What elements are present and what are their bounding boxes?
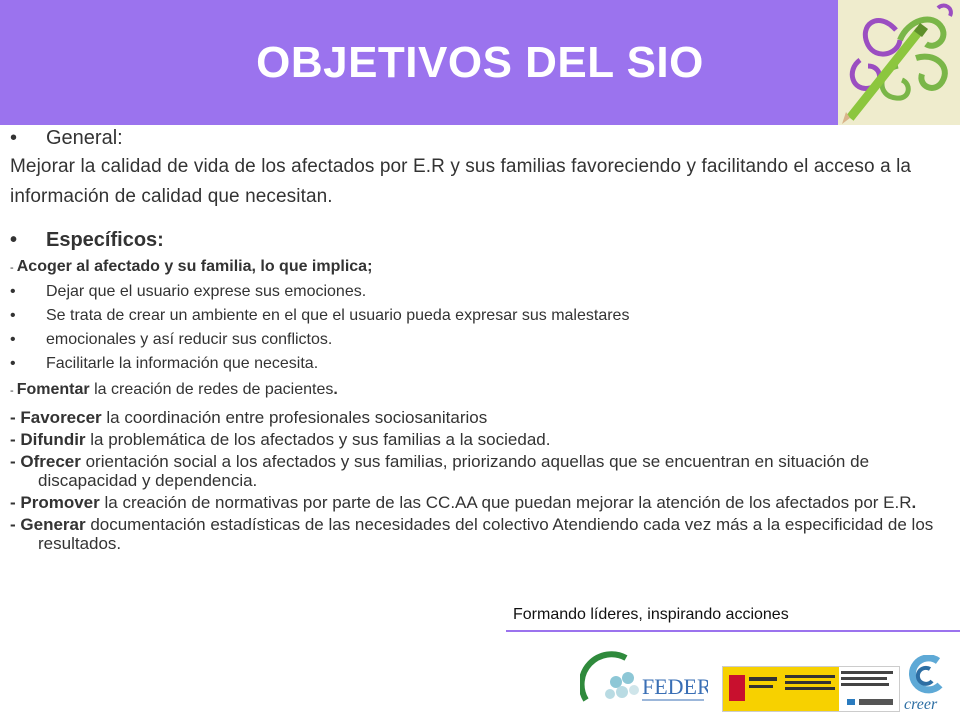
objective-item: [10, 430, 950, 449]
svg-text:FEDER: FEDER: [642, 674, 708, 699]
objective-text: la problemática de los afectados y sus familias a la sociedad.: [85, 430, 551, 449]
feder-logo: [580, 648, 708, 712]
dash: -: [10, 430, 21, 449]
objective-text: orientación social a los afectados y sus familias: [80, 452, 443, 471]
dash: -: [10, 385, 17, 397]
general-label: General: [46, 127, 118, 149]
dash: -: [10, 408, 21, 427]
dash: -: [10, 262, 17, 274]
objective-item: [10, 515, 950, 553]
objective-item: [10, 378, 950, 403]
gobierno-logo: [722, 666, 900, 712]
bullet-list: [10, 280, 950, 376]
dash: -: [10, 515, 21, 534]
objective-verb: Promover: [20, 493, 100, 512]
svg-text:creer: creer: [904, 696, 938, 713]
specific-objectives-list: [10, 378, 950, 553]
objective-text-end: .: [333, 381, 338, 398]
slogan-divider: [506, 630, 960, 632]
objective-verb: Ofrecer: [20, 452, 81, 471]
bullet-item: [10, 352, 950, 376]
creer-logo-graphic: [900, 655, 956, 715]
objective-verb: Difundir: [20, 430, 86, 449]
feder-logo-graphic: [580, 648, 708, 712]
slide-body: [10, 126, 950, 555]
dash: -: [10, 452, 21, 471]
dash: -: [10, 493, 21, 512]
general-colon: :: [117, 127, 123, 149]
bullet: •: [10, 307, 16, 324]
objective-item: [10, 493, 950, 512]
objective-text-end: .: [911, 493, 917, 512]
bullet-item-text: emocionales y así reducir sus conflictos.: [46, 331, 333, 348]
bullet: •: [10, 229, 18, 251]
bullet: •: [10, 331, 16, 348]
page-title: OBJETIVOS DEL SIO: [256, 38, 704, 87]
bullet-item: [10, 280, 950, 304]
general-objective-text: Mejorar la calidad de vida de los afectados por E.R y sus familias favoreciendo y facilitando el acceso a la información de calidad que necesitan.: [10, 156, 912, 207]
objective-item: [10, 408, 950, 427]
objective-verb: Generar: [20, 515, 86, 534]
bullet-item-text: Dejar que el usuario exprese sus emociones.: [46, 283, 367, 300]
gobierno-logo-graphic: [723, 667, 899, 711]
slogan: Formando líderes, inspirando acciones: [513, 606, 789, 623]
bullet: •: [10, 355, 16, 372]
objective-text-end: , priorizando aquellas que se encuentran en situación de discapacidad y dependencia.: [38, 452, 870, 490]
acoger-item: [10, 255, 950, 280]
bullet: •: [10, 283, 16, 300]
especificos-label: Específicos:: [46, 229, 164, 251]
decorative-flower-illustration: [838, 0, 960, 125]
objective-item: [10, 452, 950, 490]
bullet: •: [10, 127, 18, 149]
especificos-heading: [10, 228, 950, 252]
objective-verb: Fomentar: [16, 381, 90, 398]
acoger-text: Acoger al afectado y su familia, lo que implica;: [16, 258, 373, 275]
bullet-item-text: Facilitarle la información que necesita.: [46, 355, 319, 372]
objective-text: la coordinación entre profesionales sociosanitarios: [101, 408, 488, 427]
bullet-item: [10, 304, 950, 328]
flower-pencil-icon: [838, 0, 960, 125]
objective-text: la creación de redes de pacientes: [89, 381, 334, 398]
creer-logo: [900, 655, 956, 715]
objective-verb: Favorecer: [20, 408, 102, 427]
objective-text: la creación de normativas por parte de las CC.AA que puedan mejorar la atención de los afectados por E.R: [99, 493, 912, 512]
objective-text: documentación estadísticas de las necesidades del colectivo Atendiendo cada vez más a la especificidad de los resultados.: [38, 515, 934, 553]
general-heading: [10, 126, 950, 150]
bullet-item-text: Se trata de crear un ambiente en el que el usuario pueda expresar sus malestares: [46, 307, 630, 324]
bullet-item: [10, 328, 950, 352]
